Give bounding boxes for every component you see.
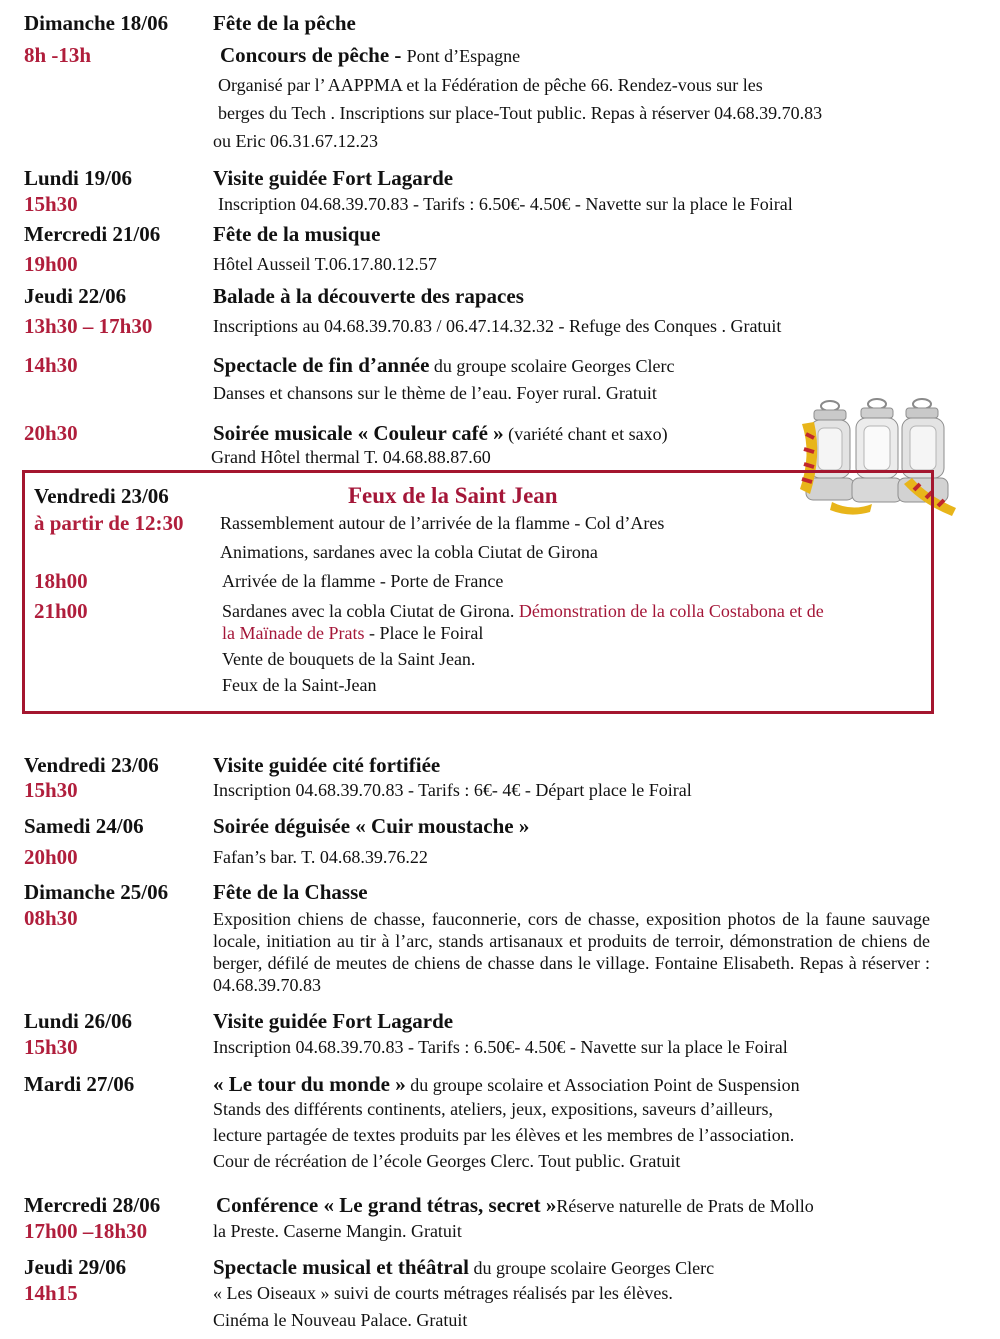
event-text: Exposition chiens de chasse, fauconnerie, cors de chasse, exposition photos de la faune sauvage locale, initiation au tir à l’arc, stands artisanaux et produits de terroir, démonstration de chiens de berger, défilé de meutes de chiens de chasse dans le village. Fontaine Elisabeth. Repas à réserver : 04.68.39.70.83 xyxy=(213,909,930,995)
day-label: Samedi 24/06 xyxy=(24,814,144,838)
event-text: Vente de bouquets de la Saint Jean. xyxy=(222,649,476,669)
day-label: Jeudi 29/06 xyxy=(24,1255,127,1279)
time-label: 19h00 xyxy=(24,252,78,276)
event-title: Fête de la pêche xyxy=(213,11,356,35)
day-label: Jeudi 22/06 xyxy=(24,284,127,308)
time-label: 13h30 – 17h30 xyxy=(24,314,153,338)
event-text: Fafan’s bar. T. 04.68.39.76.22 xyxy=(213,847,428,867)
time-label: 20h00 xyxy=(24,845,78,869)
event-text: Cour de récréation de l’école Georges Clerc. Tout public. Gratuit xyxy=(213,1151,681,1171)
event-title: Soirée musicale « Couleur café » (variété chant et saxo) xyxy=(213,421,668,445)
event-text: berges du Tech . Inscriptions sur place-Tout public. Repas à réserver 04.68.39.70.83 xyxy=(218,103,823,123)
day-label: Dimanche 25/06 xyxy=(24,880,169,904)
event-title: Visite guidée Fort Lagarde xyxy=(213,1009,454,1033)
event-title: Fête de la Chasse xyxy=(213,880,368,904)
event-title: Spectacle musical et théâtral du groupe scolaire Georges Clerc xyxy=(213,1255,715,1279)
event-text: Organisé par l’ AAPPMA et la Fédération de pêche 66. Rendez-vous sur les xyxy=(218,75,763,95)
event-text: Feux de la Saint-Jean xyxy=(222,675,377,695)
event-text: Danses et chansons sur le thème de l’eau. Foyer rural. Gratuit xyxy=(213,383,657,403)
time-label: à partir de 12:30 xyxy=(34,511,184,535)
event-title: Balade à la découverte des rapaces xyxy=(213,284,524,308)
event-title: Fête de la musique xyxy=(213,222,381,246)
event-title: Conférence « Le grand tétras, secret »Réserve naturelle de Prats de Mollo xyxy=(216,1193,814,1217)
time-label: 8h -13h xyxy=(24,43,92,67)
event-text: la Maïnade de Prats - Place le Foiral xyxy=(222,623,484,643)
day-label: Lundi 26/06 xyxy=(24,1009,132,1033)
event-text: Grand Hôtel thermal T. 04.68.88.87.60 xyxy=(211,447,491,467)
event-title: Visite guidée Fort Lagarde xyxy=(213,166,454,190)
event-text: Rassemblement autour de l’arrivée de la flamme - Col d’Ares xyxy=(220,513,665,533)
saint-jean-title: Feux de la Saint Jean xyxy=(348,483,558,508)
time-label: 21h00 xyxy=(34,599,88,623)
time-label: 18h00 xyxy=(34,569,88,593)
time-label: 15h30 xyxy=(24,192,78,216)
event-text: lecture partagée de textes produits par les élèves et les membres de l’association. xyxy=(213,1125,795,1145)
day-label: Mercredi 21/06 xyxy=(24,222,161,246)
time-label: 14h30 xyxy=(24,353,78,377)
event-text: « Les Oiseaux » suivi de courts métrages réalisés par les élèves. xyxy=(213,1283,673,1303)
day-label: Lundi 19/06 xyxy=(24,166,132,190)
time-label: 17h00 –18h30 xyxy=(24,1219,148,1243)
time-label: 15h30 xyxy=(24,1035,78,1059)
event-text: Inscription 04.68.39.70.83 - Tarifs : 6.50€- 4.50€ - Navette sur la place le Foiral xyxy=(213,1037,788,1057)
time-label: 20h30 xyxy=(24,421,78,445)
event-title: « Le tour du monde » du groupe scolaire et Association Point de Suspension xyxy=(213,1072,800,1096)
time-label: 08h30 xyxy=(24,906,78,930)
time-label: 14h15 xyxy=(24,1281,78,1305)
event-text: ou Eric 06.31.67.12.23 xyxy=(213,131,378,151)
event-title: Soirée déguisée « Cuir moustache » xyxy=(213,814,530,838)
event-title: Visite guidée cité fortifiée xyxy=(213,753,441,777)
event-text: Sardanes avec la cobla Ciutat de Girona. Démonstration de la colla Costabona et de xyxy=(222,601,824,621)
event-title: Spectacle de fin d’année du groupe scolaire Georges Clerc xyxy=(213,353,675,377)
day-label: Vendredi 23/06 xyxy=(34,484,169,508)
event-text: Cinéma le Nouveau Palace. Gratuit xyxy=(213,1310,468,1330)
event-text: Inscriptions au 04.68.39.70.83 / 06.47.14.32.32 - Refuge des Conques . Gratuit xyxy=(213,316,782,336)
event-text: Animations, sardanes avec la cobla Ciutat de Girona xyxy=(220,542,598,562)
day-label: Mardi 27/06 xyxy=(24,1072,135,1096)
day-label: Dimanche 18/06 xyxy=(24,11,169,35)
day-label: Mercredi 28/06 xyxy=(24,1193,161,1217)
event-text: Stands des différents continents, ateliers, jeux, expositions, saveurs d’ailleurs, xyxy=(213,1099,774,1119)
event-text: la Preste. Caserne Mangin. Gratuit xyxy=(213,1221,462,1241)
event-text: Arrivée de la flamme - Porte de France xyxy=(222,571,504,591)
time-label: 15h30 xyxy=(24,778,78,802)
event-text: Inscription 04.68.39.70.83 - Tarifs : 6.50€- 4.50€ - Navette sur la place le Foiral xyxy=(218,194,793,214)
event-text: Hôtel Ausseil T.06.17.80.12.57 xyxy=(213,254,437,274)
event-title: Concours de pêche - Pont d’Espagne xyxy=(220,43,521,67)
event-text: Inscription 04.68.39.70.83 - Tarifs : 6€- 4€ - Départ place le Foiral xyxy=(213,780,692,800)
day-label: Vendredi 23/06 xyxy=(24,753,159,777)
